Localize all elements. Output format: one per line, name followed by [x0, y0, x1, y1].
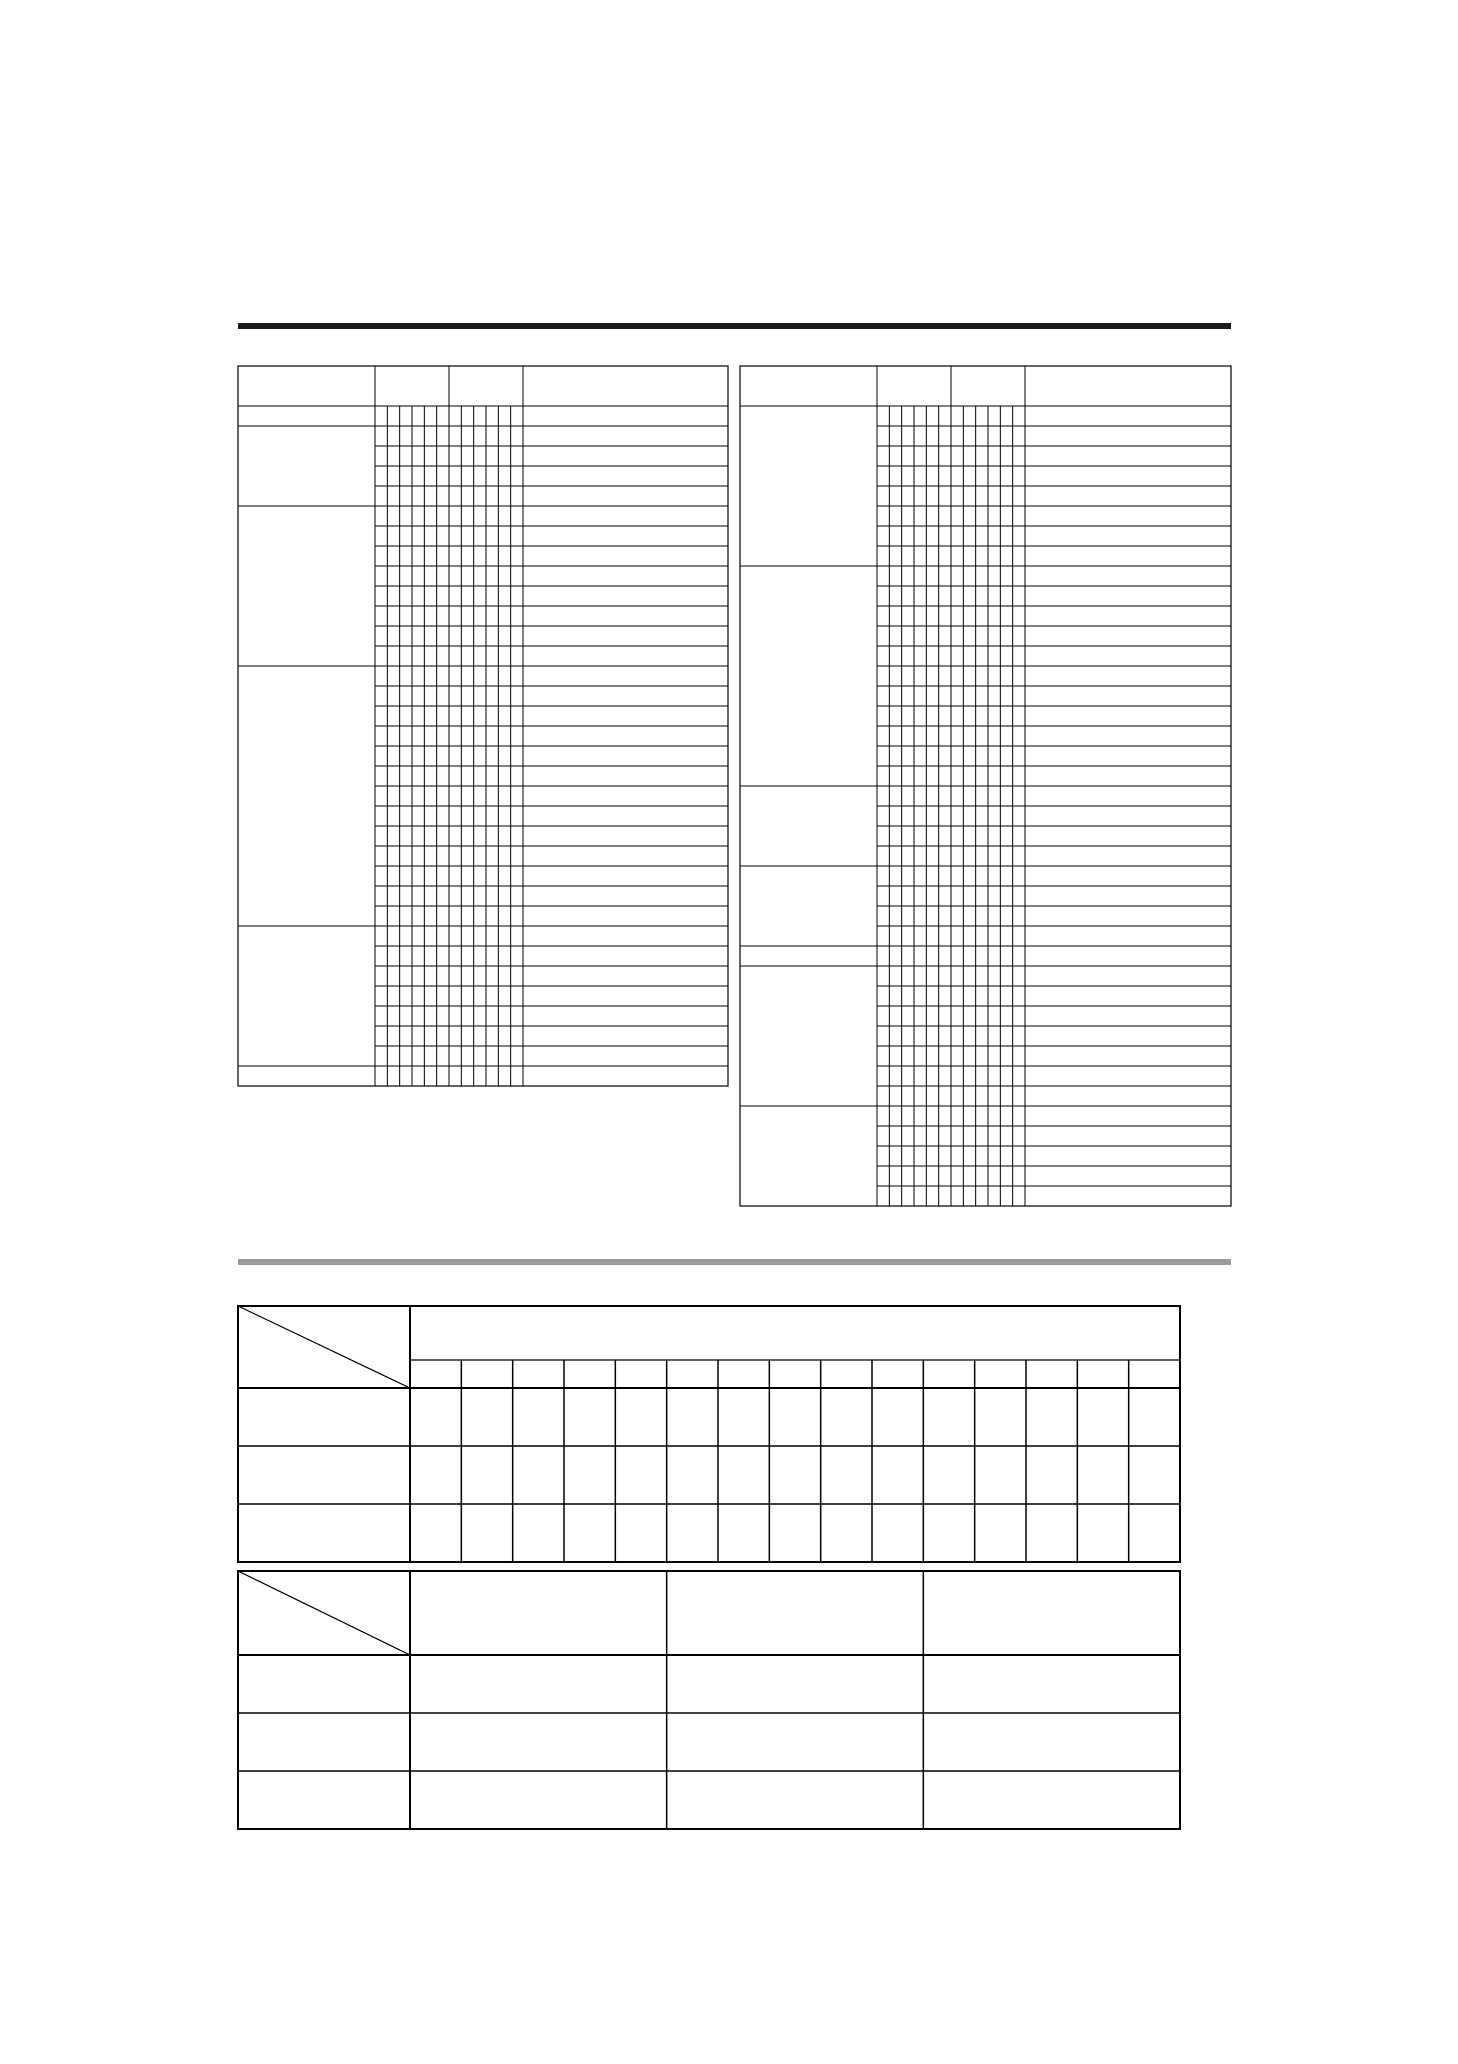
left-spec-table: [238, 366, 728, 1086]
section-rule: [238, 1259, 1231, 1265]
matrix-table: [238, 1306, 1180, 1562]
corner-diagonal: [238, 1306, 410, 1388]
table-border: [238, 1571, 1180, 1829]
right-spec-table: [740, 366, 1231, 1206]
top-rule: [238, 323, 1231, 329]
summary-table: [238, 1571, 1180, 1829]
corner-diagonal: [238, 1571, 410, 1655]
table-border: [238, 1306, 1180, 1562]
